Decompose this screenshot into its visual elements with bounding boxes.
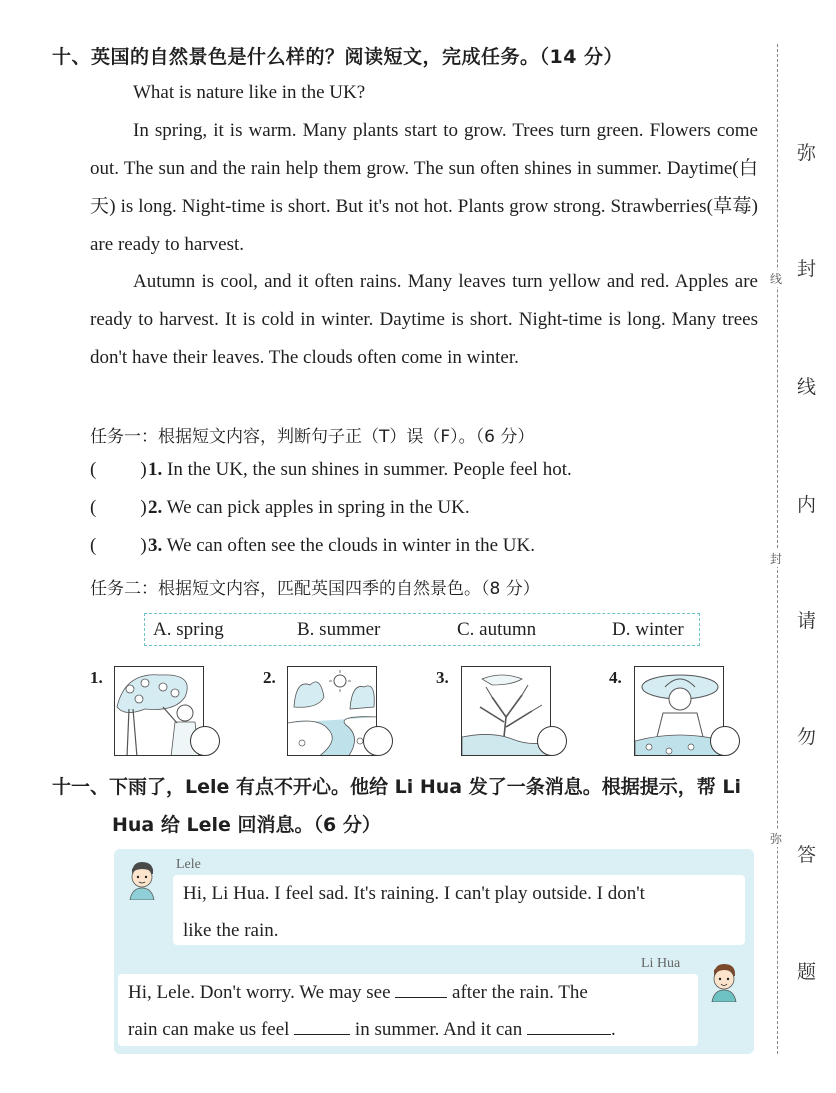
question-text: In the UK, the sun shines in summer. People feel hot. — [162, 459, 572, 480]
answer-paren-open: ( — [90, 535, 97, 556]
option-a: A. spring — [153, 619, 224, 640]
question-number: 3. — [148, 535, 163, 556]
passage-title: What is nature like in the UK? — [133, 82, 366, 103]
answer-blank-can[interactable] — [527, 1018, 611, 1035]
picture-number-3: 3. — [436, 668, 449, 687]
answer-paren-open: ( — [90, 459, 97, 480]
answer-circle-1[interactable] — [190, 726, 220, 756]
answer-circle-4[interactable] — [710, 726, 740, 756]
answer-circle-2[interactable] — [363, 726, 393, 756]
sidebar-char: 封 — [797, 258, 817, 280]
sidebar-tiny-char: 线 — [770, 272, 783, 286]
picture-number-4: 4. — [609, 668, 622, 687]
option-d: D. winter — [612, 619, 684, 640]
question-number: 1. — [148, 459, 163, 480]
section-10-heading: 十、英国的自然景色是什么样的？阅读短文，完成任务。（14 分） — [52, 46, 624, 68]
lele-message-line-1: Hi, Li Hua. I feel sad. It's raining. I can't play outside. I don't — [183, 883, 645, 904]
section-11-heading-line-2: Hua 给 Lele 回消息。（6 分） — [112, 814, 381, 836]
passage-paragraph-1: In spring, it is warm. Many plants start to grow. Trees turn green. Flowers come out. The sun and the rain help them grow. The sun often shines in summer. Daytime(白天) is long. Night-time is short. But it's not hot. Plants grow strong. Strawberries(草莓) are ready to harvest. — [90, 120, 758, 255]
answer-circle-3[interactable] — [537, 726, 567, 756]
answer-paren-close: ) — [140, 497, 147, 518]
sidebar-tiny-char: 封 — [770, 552, 783, 566]
sidebar-tiny-char: 弥 — [770, 832, 783, 846]
picture-number-2: 2. — [263, 668, 276, 687]
answer-paren-close: ) — [140, 535, 147, 556]
option-c: C. autumn — [457, 619, 537, 640]
answer-blank-see[interactable] — [395, 981, 447, 998]
lihua-text-c: rain can make us feel — [128, 1019, 290, 1040]
sidebar-char: 勿 — [797, 726, 817, 748]
sidebar-char: 线 — [797, 376, 817, 398]
question-2 — [90, 497, 470, 519]
question-text: We can often see the clouds in winter in the UK. — [162, 535, 535, 556]
answer-paren-close: ) — [140, 459, 147, 480]
passage-paragraph-2: Autumn is cool, and it often rains. Many leaves turn yellow and red. Apples are ready to harvest. It is cold in winter. Daytime is short. Night-time is long. Many trees don't have their leaves. The clouds often come in winter. — [90, 271, 758, 368]
lele-message-line-2: like the rain. — [183, 920, 279, 941]
lele-avatar — [124, 860, 160, 900]
lihua-text-a: Hi, Lele. Don't worry. We may see — [128, 982, 391, 1003]
sidebar-char: 弥 — [797, 142, 817, 164]
lihua-name: Li Hua — [641, 956, 681, 971]
lele-name: Lele — [176, 857, 201, 872]
question-text: We can pick apples in spring in the UK. — [162, 497, 470, 518]
sidebar-char: 答 — [797, 844, 817, 866]
task-2-instruction: 任务二：根据短文内容，匹配英国四季的自然景色。（8 分） — [90, 579, 540, 599]
boy-avatar-icon — [124, 860, 160, 900]
boy-avatar-icon — [706, 962, 742, 1002]
binding-dashed-line — [777, 44, 778, 1054]
sidebar-char: 内 — [797, 494, 817, 516]
lihua-text-d: in summer. And it can — [354, 1019, 523, 1040]
picture-number-1: 1. — [90, 668, 103, 687]
sidebar-char: 请 — [797, 610, 817, 632]
option-b: B. summer — [297, 619, 381, 640]
question-number: 2. — [148, 497, 163, 518]
question-3 — [90, 535, 535, 557]
season-options-box — [144, 613, 700, 646]
sidebar-char: 题 — [797, 961, 817, 983]
lihua-message-line-1 — [128, 974, 588, 1011]
task-1-instruction: 任务一：根据短文内容，判断句子正（T）误（F）。（6 分） — [90, 427, 535, 447]
question-1 — [90, 459, 572, 481]
answer-blank-feel[interactable] — [294, 1018, 350, 1035]
section-11-heading-line-1: 十一、下雨了，Lele 有点不开心。他给 Li Hua 发了一条消息。根据提示，帮 Li — [52, 776, 741, 798]
lihua-message-line-2 — [128, 1011, 616, 1048]
answer-paren-open: ( — [90, 497, 97, 518]
lihua-text-e: . — [610, 1019, 616, 1040]
lihua-text-b: after the rain. The — [452, 982, 588, 1003]
lihua-avatar — [706, 962, 742, 1002]
